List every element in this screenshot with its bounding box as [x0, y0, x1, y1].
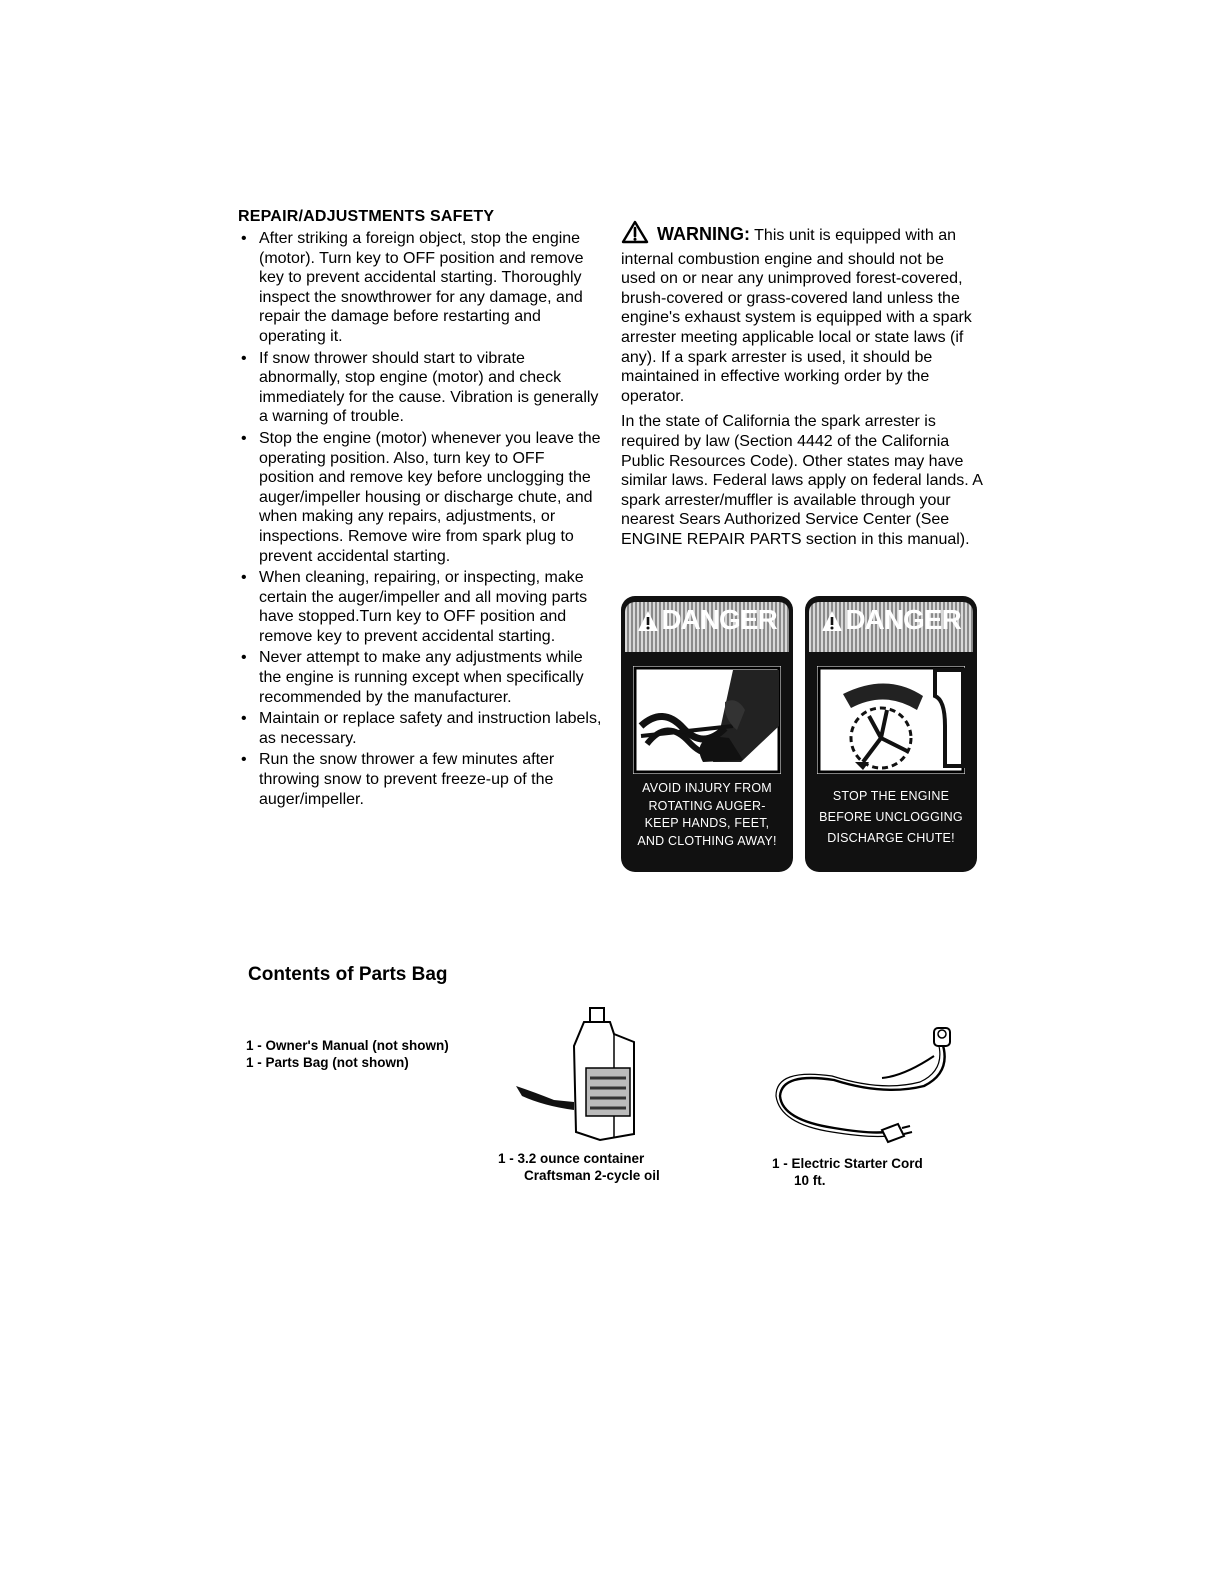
list-item: • If snow thrower should start to vibrate abnormally, stop engine (motor) and check immediately for the cause. Vibration is generally a warning of trouble. — [238, 349, 604, 427]
danger-sign-line: STOP THE ENGINE — [832, 789, 950, 803]
danger-sign-line: ROTATING AUGER- — [648, 798, 766, 813]
danger-signs — [621, 596, 977, 872]
parts-bag-items — [246, 1037, 449, 1071]
danger-sign-chute — [805, 596, 977, 872]
cord-caption-line: 10 ft. — [794, 1173, 826, 1188]
warning-paragraph — [621, 220, 983, 406]
danger-sign-line: DISCHARGE CHUTE! — [827, 831, 955, 845]
danger-sign-line: KEEP HANDS, FEET, — [644, 816, 770, 830]
danger-triangle-icon — [821, 607, 843, 639]
list-item: • When cleaning, repairing, or inspecting, make certain the auger/impeller and all moving parts have stopped.Turn key to OFF position and remove key to prevent accidental starting. — [238, 568, 604, 646]
danger-sign-message — [623, 780, 791, 850]
oil-caption — [498, 1150, 660, 1184]
list-item: 1 - Parts Bag (not shown) — [246, 1055, 409, 1070]
oil-caption-line: 1 - 3.2 ounce container — [498, 1151, 645, 1166]
danger-sign-line: BEFORE UNCLOGGING — [819, 810, 963, 824]
repair-safety-list — [238, 229, 604, 809]
list-item: 1 - Owner's Manual (not shown) — [246, 1038, 449, 1053]
danger-sign-message — [807, 786, 975, 849]
warning-triangle-icon — [621, 220, 649, 250]
danger-sign-line: AVOID INJURY FROM — [642, 781, 772, 795]
parts-bag-title: Contents of Parts Bag — [248, 964, 448, 985]
danger-sign-title — [805, 604, 977, 639]
oil-container-illustration — [514, 1006, 646, 1144]
list-item: • Maintain or replace safety and instruction labels, as necessary. — [238, 709, 604, 748]
list-item: • Never attempt to make any adjustments while the engine is running except when specifically recommended by the manufacturer. — [238, 648, 604, 707]
starter-cord-illustration — [774, 1020, 964, 1148]
danger-sign-title — [621, 604, 793, 639]
danger-sign-auger — [621, 596, 793, 872]
warning-text: This unit is equipped with an internal combustion engine and should not be used on or near any unimproved forest-covered, brush-covered or grass-covered land unless the engine's exhaust system is equipped with a spark arrester meeting applicable local or state laws (if any). If a spark arrester is used, it should be maintained in effective working order by the operator. — [621, 227, 972, 405]
list-item: • Run the snow thrower a few minutes after throwing snow to prevent freeze-up of the auger/impeller. — [238, 750, 604, 809]
california-paragraph: In the state of California the spark arrester is required by law (Section 4442 of the California Public Resources Code). Other states may have similar laws. Federal laws apply on federal lands. A spark arrester/muffler is available through your nearest Sears Authorized Service Center (See ENGINE REPAIR PARTS section in this manual). — [621, 413, 983, 548]
cord-caption-line: 1 - Electric Starter Cord — [772, 1156, 923, 1171]
danger-sign-word: DANGER — [661, 604, 777, 635]
warning-label: WARNING: — [657, 224, 750, 244]
danger-sign-word: DANGER — [845, 604, 961, 635]
auger-hazard-pictogram — [633, 666, 781, 774]
repair-safety-section — [238, 208, 604, 811]
danger-sign-line: AND CLOTHING AWAY! — [637, 833, 777, 848]
warning-section — [621, 220, 983, 556]
chute-hazard-pictogram — [817, 666, 965, 774]
list-item: • After striking a foreign object, stop the engine (motor). Turn key to OFF position and remove key to prevent accidental starting. Thoroughly inspect the snowthrower for any damage, and repair the damage before restarting and operating it. — [238, 229, 604, 347]
repair-safety-heading: REPAIR/ADJUSTMENTS SAFETY — [238, 208, 495, 225]
cord-caption — [772, 1155, 923, 1189]
list-item: • Stop the engine (motor) whenever you leave the operating position. Also, turn key to OFF position and remove key before unclogging the auger/impeller housing or discharge chute, and when making any repairs, adjustments, or inspections. Remove wire from spark plug to prevent accidental starting. — [238, 429, 604, 566]
danger-triangle-icon — [637, 607, 659, 639]
oil-caption-line: Craftsman 2-cycle oil — [524, 1168, 660, 1183]
